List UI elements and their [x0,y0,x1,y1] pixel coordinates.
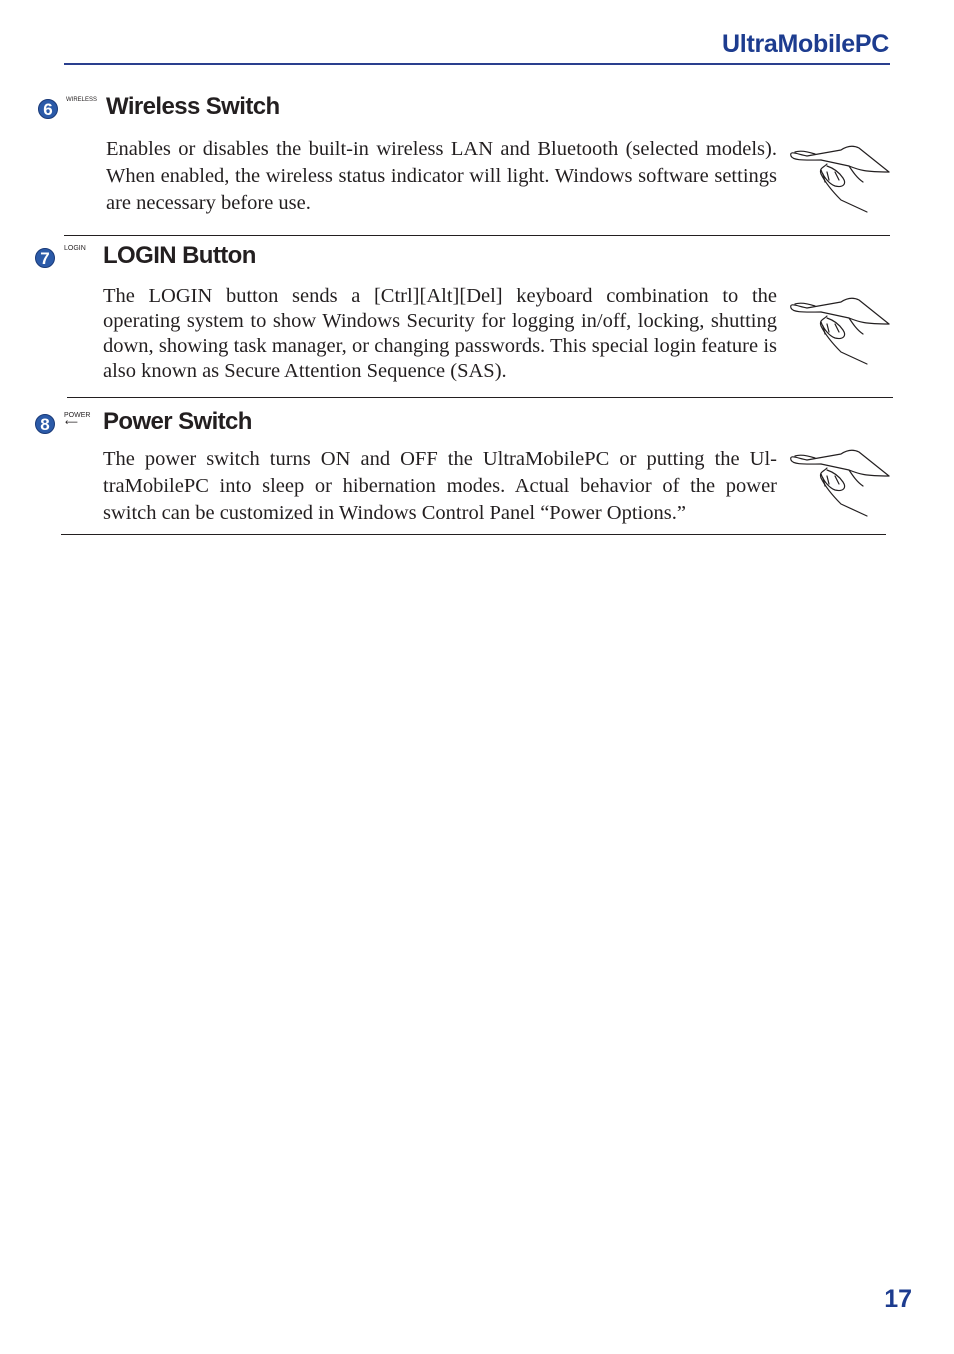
section-number-badge: 7 [35,248,55,268]
wireless-key-label: WIRELESS [66,97,98,103]
pointing-hand-icon [787,142,891,214]
power-arrow-icon: ⟵ [65,418,78,428]
login-key-label: LOGIN [64,245,86,252]
section-number-badge: 8 [35,414,55,434]
header-divider [64,63,890,65]
section-body: The LOGIN button sends a [Ctrl][Alt][Del] keyboard combination to the operating system to show Windows Security for logging in/off, locking, shutting down, showing task manager, or changing passwords. This special login feature is also known as Secure Attention Sequence (SAS). [103,285,777,382]
section-divider [67,397,893,398]
section-divider [61,534,886,535]
pointing-hand-icon [787,446,891,518]
section-number-badge: 6 [38,99,58,119]
section-body: The power switch turns ON and OFF the UltraMobilePC or putting the Ul-traMobilePC into sleep or hibernation modes. Actual behavior of the power switch can be customized in Windows Control Panel “Power Options.” [103,448,777,524]
power-key-label: POWER [64,412,91,419]
page-number: 17 [884,1285,912,1313]
section-title: LOGIN Button [103,242,256,269]
pointing-hand-icon [787,294,891,366]
header-title: UltraMobilePC [722,30,889,58]
section-title: Power Switch [103,408,252,435]
section-title: Wireless Switch [106,93,280,120]
section-body: Enables or disables the built-in wireless LAN and Bluetooth (selected models). When enabled, the wireless status indicator will light. Windows software settings are necessary before use. [106,138,777,214]
section-divider [64,235,890,236]
